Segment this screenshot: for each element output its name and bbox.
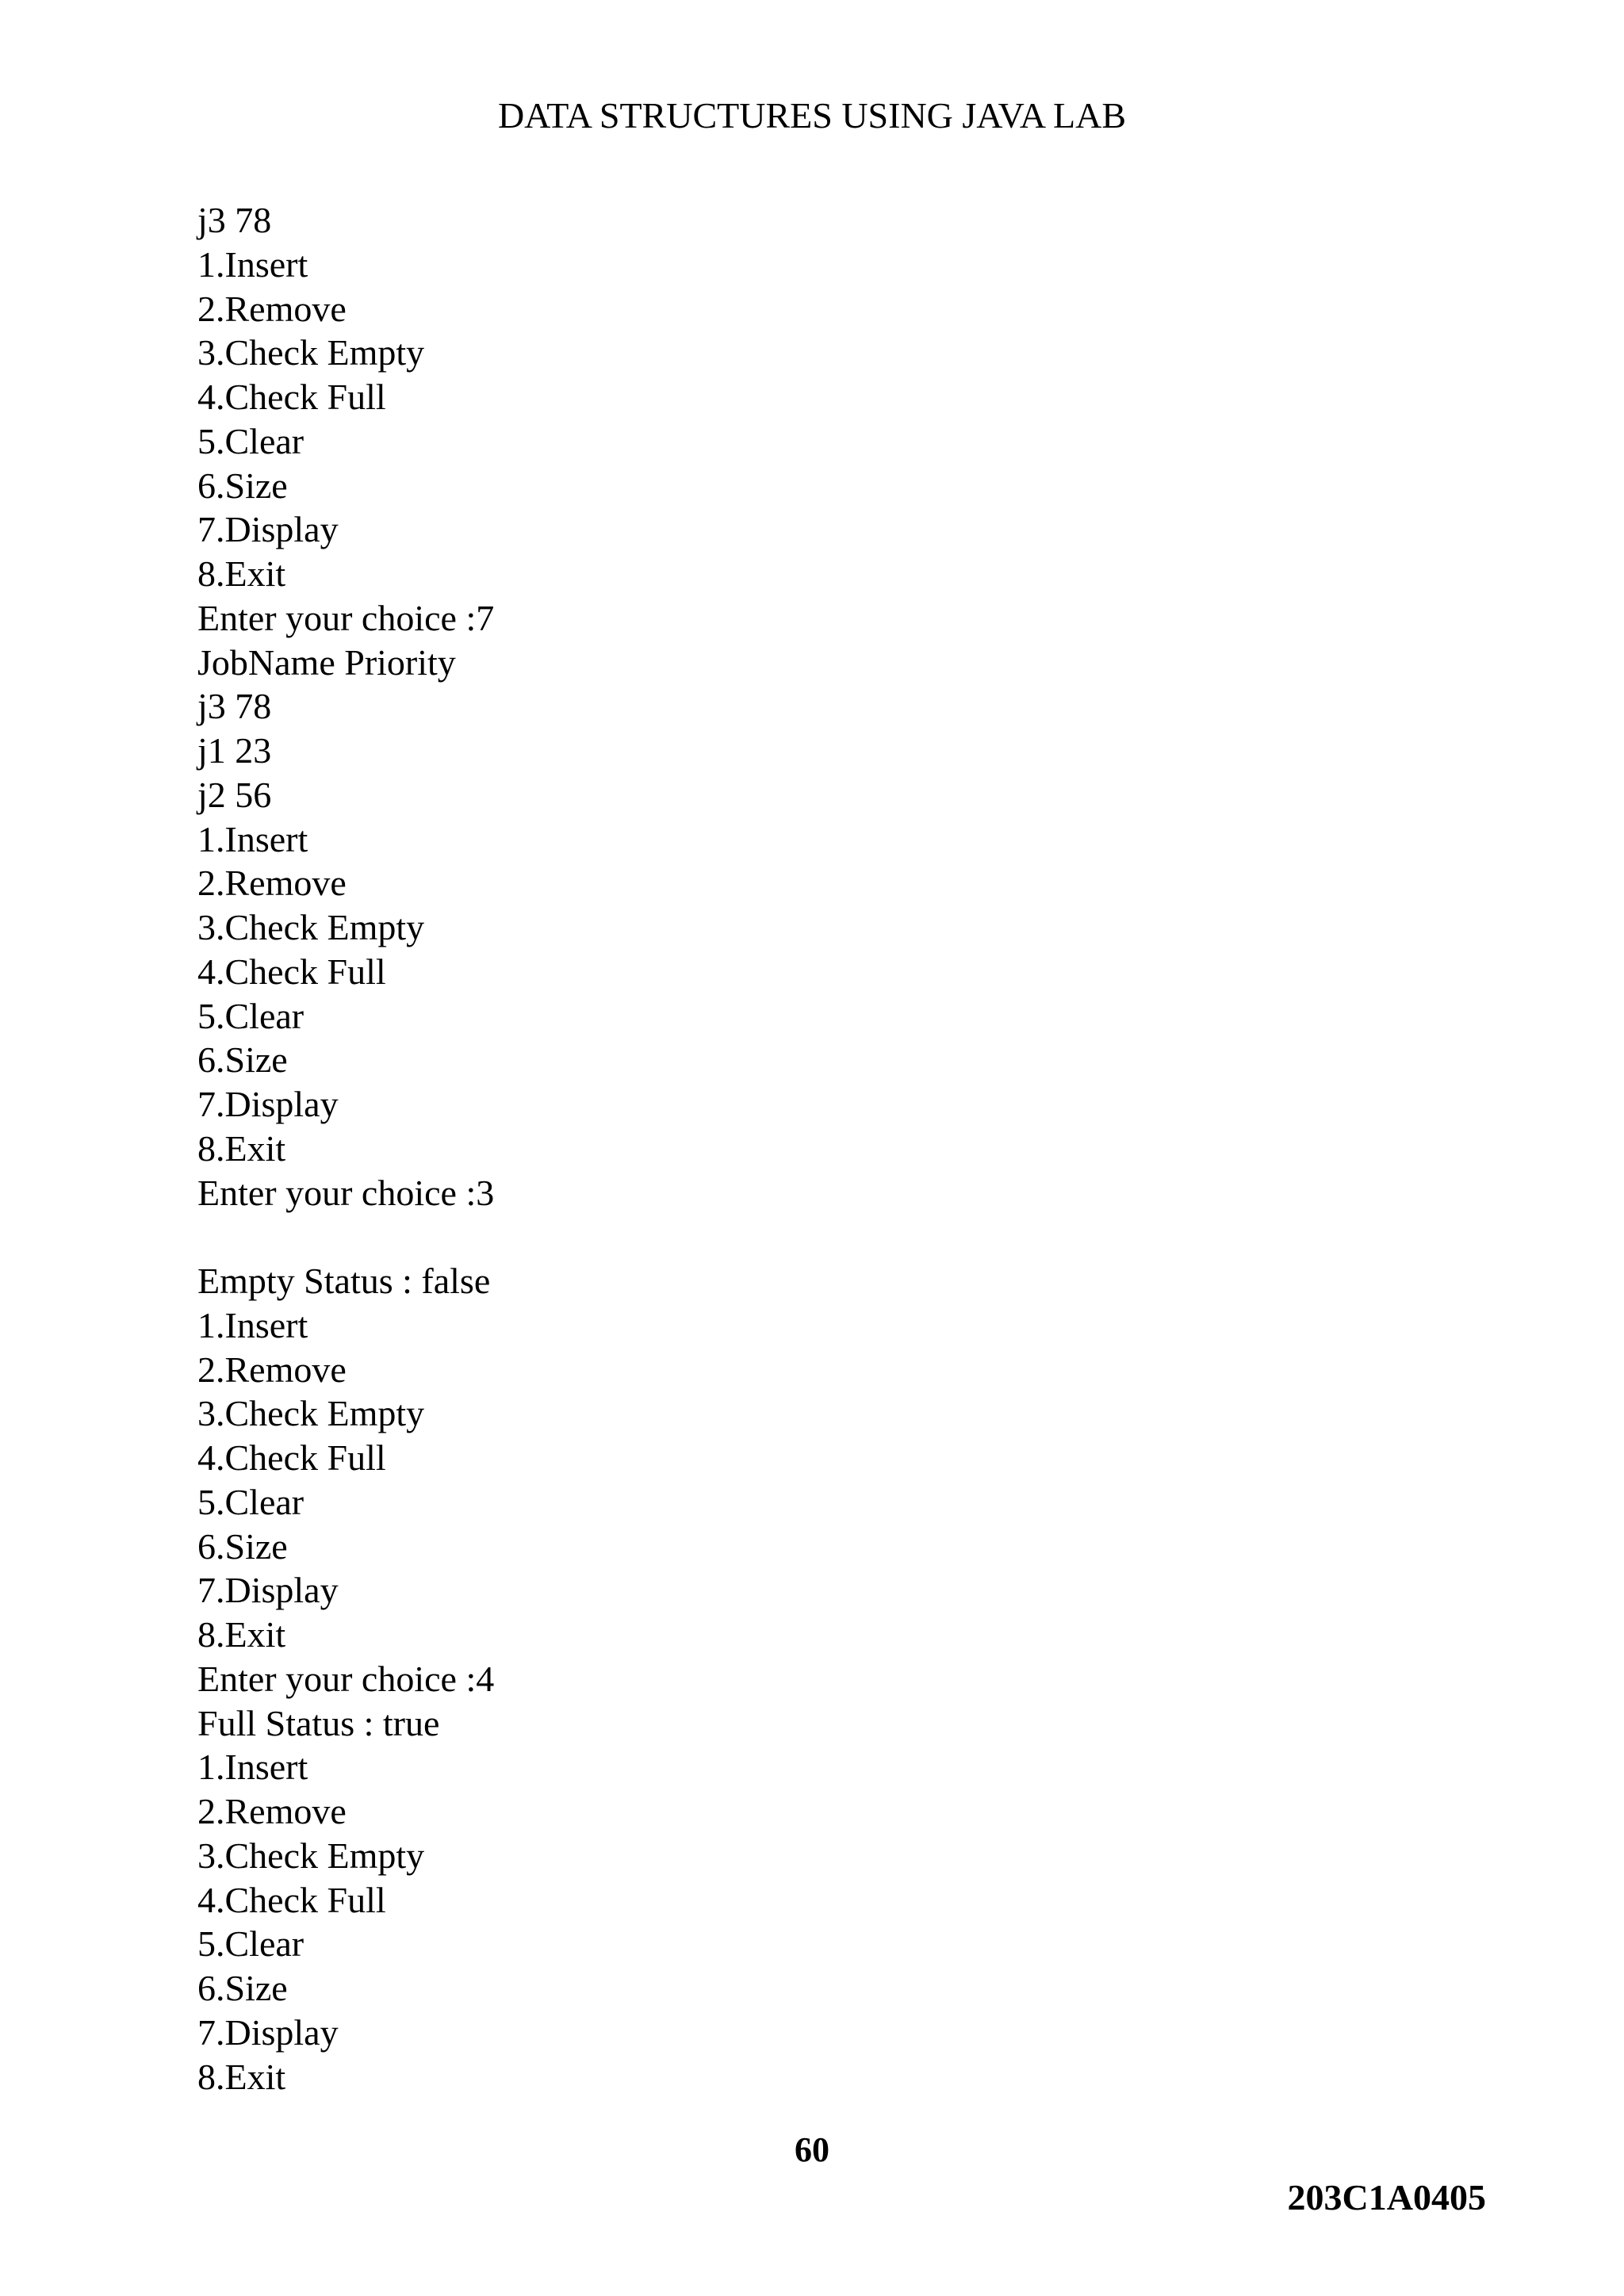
blank-line [197, 1215, 1387, 1259]
output-line: Enter your choice :7 [197, 597, 495, 638]
output-line: 1.Insert [197, 818, 308, 859]
output-line: 8.Exit [197, 1614, 286, 1655]
output-line: Full Status : true [197, 1702, 440, 1743]
output-line: 2.Remove [197, 863, 347, 904]
output-line: 5.Clear [197, 420, 304, 461]
output-line: 1.Insert [197, 1304, 308, 1345]
output-line: 1.Insert [197, 1747, 308, 1788]
output-line: 4.Check Full [197, 377, 386, 417]
output-line: 6.Size [197, 465, 288, 506]
output-line: 5.Clear [197, 1481, 304, 1522]
output-line: j3 78 [197, 686, 272, 727]
roll-number: 203C1A0405 [1287, 2177, 1486, 2218]
output-line: 2.Remove [197, 288, 347, 329]
output-line: 5.Clear [197, 1923, 304, 1965]
output-line: 4.Check Full [197, 1437, 386, 1478]
output-line: Enter your choice :4 [197, 1658, 495, 1699]
output-line: 5.Clear [197, 995, 304, 1036]
output-line: JobName Priority [197, 641, 456, 683]
output-line: 3.Check Empty [197, 907, 425, 947]
output-line: 8.Exit [197, 2056, 286, 2097]
output-line: 3.Check Empty [197, 332, 425, 373]
output-line: Enter your choice :3 [197, 1172, 495, 1213]
output-line: j1 23 [197, 730, 272, 771]
output-line: 7.Display [197, 509, 339, 550]
output-line: j3 78 [197, 200, 272, 240]
program-output [197, 198, 1387, 2099]
output-line: 6.Size [197, 1525, 288, 1567]
output-line: 2.Remove [197, 1791, 347, 1831]
output-line: 8.Exit [197, 553, 286, 594]
output-line: 4.Check Full [197, 951, 386, 992]
output-line: 6.Size [197, 1968, 288, 2008]
output-line: 7.Display [197, 2011, 339, 2053]
output-line: 3.Check Empty [197, 1393, 425, 1434]
output-line: 4.Check Full [197, 1879, 386, 1920]
page-header-title: DATA STRUCTURES USING JAVA LAB [497, 95, 1127, 136]
output-line: 7.Display [197, 1570, 339, 1611]
output-line: 6.Size [197, 1039, 288, 1081]
output-line: 1.Insert [197, 243, 308, 285]
output-line: 3.Check Empty [197, 1835, 425, 1876]
page-number: 60 [795, 2130, 829, 2169]
output-line: 8.Exit [197, 1127, 286, 1169]
output-line: j2 56 [197, 774, 272, 815]
output-line: Empty Status : false [197, 1261, 491, 1301]
output-line: 7.Display [197, 1084, 339, 1124]
output-line: 2.Remove [197, 1349, 347, 1390]
